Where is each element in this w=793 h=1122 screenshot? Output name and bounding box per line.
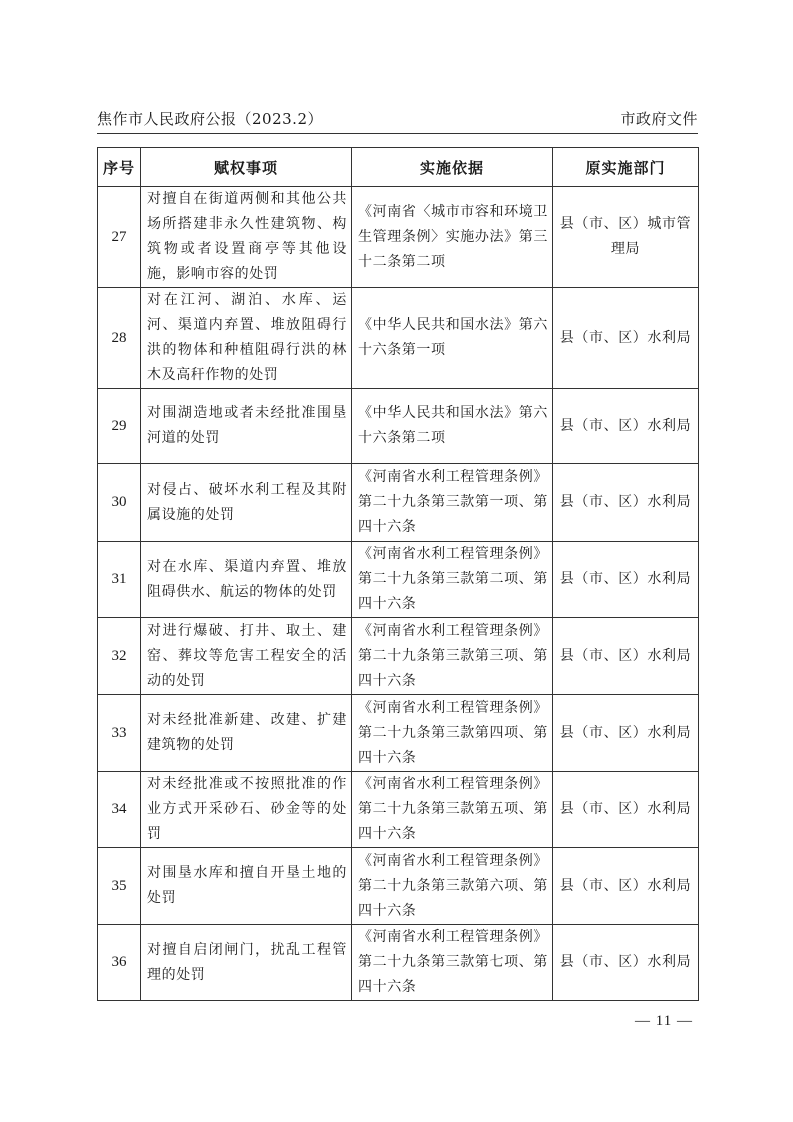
- column-header-dept: 原实施部门: [553, 148, 699, 187]
- row-dept: 县（市、区）水利局: [553, 925, 699, 1001]
- row-dept: 县（市、区）城市管理局: [553, 187, 699, 288]
- table-row: [98, 695, 699, 772]
- section-label: 市政府文件: [620, 110, 698, 128]
- row-item: 对围垦水库和擅自开垦土地的处罚: [141, 848, 352, 925]
- row-item: 对在江河、湖泊、水库、运河、渠道内弃置、堆放阻碍行洪的物体和种植阻碍行洪的林木及高秆作物的处罚: [141, 288, 352, 389]
- table-row: [98, 288, 699, 389]
- row-number: 30: [98, 464, 141, 542]
- row-basis: 《河南省水利工程管理条例》第二十九条第三款第二项、第四十六条: [352, 542, 553, 618]
- header-divider: [97, 133, 698, 134]
- column-header-no: 序号: [98, 148, 141, 187]
- gazette-title: 焦作市人民政府公报（2023.2）: [97, 110, 323, 128]
- column-header-basis: 实施依据: [352, 148, 553, 187]
- row-basis: 《河南省水利工程管理条例》第二十九条第三款第四项、第四十六条: [352, 695, 553, 772]
- table-row: [98, 542, 699, 618]
- row-basis: 《河南省水利工程管理条例》第二十九条第三款第五项、第四十六条: [352, 772, 553, 848]
- row-basis: 《河南省水利工程管理条例》第二十九条第三款第三项、第四十六条: [352, 618, 553, 695]
- row-number: 32: [98, 618, 141, 695]
- table-row: [98, 464, 699, 542]
- table-row: [98, 187, 699, 288]
- row-dept: 县（市、区）水利局: [553, 542, 699, 618]
- table-row: [98, 389, 699, 464]
- table-header-row: [98, 148, 699, 187]
- row-item: 对在水库、渠道内弃置、堆放阻碍供水、航运的物体的处罚: [141, 542, 352, 618]
- page-header: [97, 108, 698, 132]
- row-item: 对围湖造地或者未经批准围垦河道的处罚: [141, 389, 352, 464]
- row-dept: 县（市、区）水利局: [553, 288, 699, 389]
- row-number: 29: [98, 389, 141, 464]
- row-dept: 县（市、区）水利局: [553, 848, 699, 925]
- row-dept: 县（市、区）水利局: [553, 695, 699, 772]
- authorization-table: [97, 147, 699, 1001]
- row-item: 对未经批准或不按照批准的作业方式开采砂石、砂金等的处罚: [141, 772, 352, 848]
- row-basis: 《河南省水利工程管理条例》第二十九条第三款第七项、第四十六条: [352, 925, 553, 1001]
- row-basis: 《中华人民共和国水法》第六十六条第二项: [352, 389, 553, 464]
- row-number: 31: [98, 542, 141, 618]
- row-item: 对未经批准新建、改建、扩建建筑物的处罚: [141, 695, 352, 772]
- row-item: 对擅自在街道两侧和其他公共场所搭建非永久性建筑物、构筑物或者设置商亭等其他设施，影响市容的处罚: [141, 187, 352, 288]
- table-row: [98, 848, 699, 925]
- row-basis: 《河南省水利工程管理条例》第二十九条第三款第一项、第四十六条: [352, 464, 553, 542]
- row-basis: 《中华人民共和国水法》第六十六条第一项: [352, 288, 553, 389]
- table-row: [98, 772, 699, 848]
- table-row: [98, 618, 699, 695]
- row-dept: 县（市、区）水利局: [553, 618, 699, 695]
- column-header-item: 赋权事项: [141, 148, 352, 187]
- row-number: 34: [98, 772, 141, 848]
- row-item: 对进行爆破、打井、取土、建窑、葬坟等危害工程安全的活动的处罚: [141, 618, 352, 695]
- row-number: 35: [98, 848, 141, 925]
- table-row: [98, 925, 699, 1001]
- row-number: 28: [98, 288, 141, 389]
- row-item: 对擅自启闭闸门，扰乱工程管理的处罚: [141, 925, 352, 1001]
- row-item: 对侵占、破坏水利工程及其附属设施的处罚: [141, 464, 352, 542]
- row-dept: 县（市、区）水利局: [553, 389, 699, 464]
- row-number: 36: [98, 925, 141, 1001]
- row-dept: 县（市、区）水利局: [553, 772, 699, 848]
- row-basis: 《河南省水利工程管理条例》第二十九条第三款第六项、第四十六条: [352, 848, 553, 925]
- row-number: 33: [98, 695, 141, 772]
- page-number: — 11 —: [635, 1013, 693, 1029]
- table-body: [98, 187, 699, 1001]
- row-basis: 《河南省〈城市市容和环境卫生管理条例〉实施办法》第三十二条第二项: [352, 187, 553, 288]
- row-dept: 县（市、区）水利局: [553, 464, 699, 542]
- row-number: 27: [98, 187, 141, 288]
